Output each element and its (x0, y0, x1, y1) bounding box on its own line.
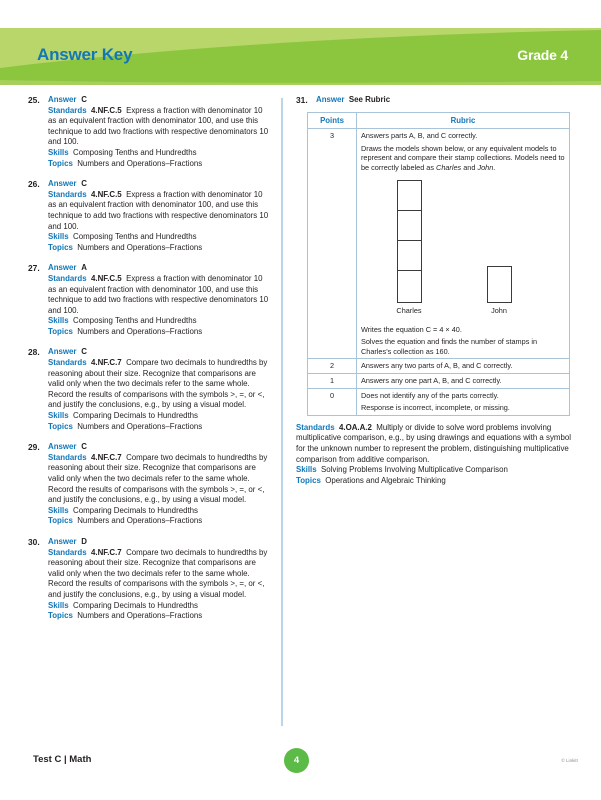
item-number: 26. (28, 179, 40, 190)
standards-label: Standards (48, 189, 87, 199)
standards-row (48, 106, 271, 148)
answer-item (28, 179, 271, 253)
skills-row (48, 506, 271, 517)
skills-row (48, 601, 271, 612)
points-value: 1 (308, 373, 357, 388)
topics-label: Topics (48, 158, 73, 168)
answer-label: Answer (316, 95, 345, 104)
skills-label: Skills (48, 147, 69, 157)
skills-text: Composing Tenths and Hundredths (73, 232, 197, 242)
points-value: 3 (308, 129, 357, 359)
topics-row (48, 611, 271, 622)
skills-text: Composing Tenths and Hundredths (73, 147, 197, 157)
topics-label: Topics (296, 475, 321, 485)
skills-text: Solving Problems Involving Multiplicative Comparison (321, 465, 508, 475)
topics-row (48, 327, 271, 338)
left-column (28, 95, 271, 632)
topics-label: Topics (48, 611, 73, 621)
rubric-line-text: Draws the models shown below, or any equivalent models to represent and compare their stamp collections. Models need to be correctly labeled as (361, 143, 565, 172)
answer-row (48, 347, 271, 358)
skills-row (296, 465, 575, 476)
skills-label: Skills (48, 316, 69, 326)
table-row (308, 388, 570, 415)
skills-row (48, 411, 271, 422)
standards-row (48, 190, 271, 232)
stamp-models-diagram (361, 180, 565, 322)
item-number: 29. (28, 442, 40, 453)
bar-cell (398, 271, 421, 301)
standards-row (296, 423, 575, 465)
answer-label: Answer (48, 95, 77, 104)
answer-row (316, 95, 575, 106)
points-value: 0 (308, 388, 357, 415)
topics-text: Numbers and Operations–Fractions (77, 516, 203, 526)
standard-code: 4.NF.C.5 (90, 273, 122, 283)
skills-row (48, 148, 271, 159)
column-divider (281, 98, 283, 726)
topics-text: Operations and Algebraic Thinking (325, 475, 446, 485)
topics-label: Topics (48, 421, 73, 431)
item-number: 27. (28, 263, 40, 274)
page-footer (0, 740, 601, 800)
topics-row (296, 476, 575, 487)
standard-text: Compare two decimals to hundredths by reasoning about their size. Recognize that comparisons are valid only when the two decimals refer to the same whole. Record the results of comparisons with the symbols >, =, or <, and justify the conclusions, e.g., by using a visual model. (48, 452, 268, 505)
answer-item (296, 95, 575, 106)
rubric-line: Answers any one part A, B, and C correctly. (361, 375, 502, 385)
bar-cell (398, 211, 421, 241)
footer-test-label: Test C | Math (33, 754, 92, 765)
answer-label: Answer (48, 347, 77, 357)
standard-text: Express a fraction with denominator 10 as an equivalent fraction with denominator 100, and use this technique to add two fractions with respective denominators 10 and 100. (48, 105, 269, 147)
page-title: Answer Key (37, 45, 133, 64)
answer-item (28, 537, 271, 622)
skills-row (48, 232, 271, 243)
standards-row (48, 358, 271, 411)
answer-row (48, 179, 271, 190)
answer-label: Answer (48, 536, 77, 546)
model-name-charles: Charles (436, 162, 462, 172)
answer-value: C (81, 179, 87, 189)
topics-row (48, 422, 271, 433)
charles-bar-model (397, 180, 422, 303)
charles-model-label: Charles (396, 305, 422, 315)
skills-label: Skills (296, 465, 317, 475)
standards-row (48, 548, 271, 601)
rubric-line: Answers parts A, B, and C correctly. (361, 131, 478, 141)
standard-code: 4.NF.C.7 (90, 358, 122, 368)
answer-label: Answer (48, 442, 77, 452)
standard-text: Express a fraction with denominator 10 as an equivalent fraction with denominator 100, and use this technique to add two fractions with respective denominators 10 and 100. (48, 273, 269, 315)
topics-text: Numbers and Operations–Fractions (77, 242, 203, 252)
table-row (308, 359, 570, 374)
topics-text: Numbers and Operations–Fractions (77, 611, 203, 621)
standards-label: Standards (48, 452, 87, 462)
answer-label: Answer (48, 263, 77, 273)
rubric-line: Does not identify any of the parts correctly. (361, 390, 499, 400)
skills-label: Skills (48, 505, 69, 515)
skills-row (48, 316, 271, 327)
answer-value: C (81, 347, 87, 357)
answer-value: A (81, 263, 87, 273)
copyright-notice: © Linkit! (561, 758, 578, 763)
skills-label: Skills (48, 411, 69, 421)
page-body (0, 95, 601, 740)
bar-cell (398, 181, 421, 211)
table-row (308, 373, 570, 388)
standards-row (48, 274, 271, 316)
answer-row (48, 263, 271, 274)
model-name-john: John (477, 162, 494, 172)
column-header-points: Points (308, 112, 357, 129)
page-number-badge: 4 (284, 748, 309, 773)
standard-text: Express a fraction with denominator 10 as an equivalent fraction with denominator 100, and use this technique to add two fractions with respective denominators 10 and 100. (48, 189, 269, 231)
topics-text: Numbers and Operations–Fractions (77, 421, 203, 431)
standards-label: Standards (48, 358, 87, 368)
skills-text: Comparing Decimals to Hundredths (73, 411, 199, 421)
topics-row (48, 159, 271, 170)
rubric-line: Response is incorrect, incomplete, or missing. (361, 403, 510, 413)
standards-row (48, 453, 271, 506)
table-row (308, 129, 570, 359)
standard-code: 4.NF.C.5 (90, 105, 122, 115)
standards-label: Standards (48, 547, 87, 557)
topics-label: Topics (48, 326, 73, 336)
standards-label: Standards (48, 273, 87, 283)
john-model-label: John (491, 305, 507, 315)
topics-text: Numbers and Operations–Fractions (77, 158, 203, 168)
standard-code: 4.OA.A.2 (338, 422, 372, 432)
answer-value: D (81, 536, 87, 546)
answer-item (28, 442, 271, 527)
column-header-rubric: Rubric (357, 112, 570, 129)
rubric-line: Answers any two parts of A, B, and C correctly. (361, 361, 513, 371)
john-bar-model (487, 266, 512, 303)
standard-text: Multiply or divide to solve word problems involving multiplicative comparison, e.g., by using drawings and equations with a symbol for the unknown number to represent the problem, distinguishing multiplicative comparison from additive comparison. (296, 422, 571, 464)
rubric-line: Solves the equation and finds the number of stamps in Charles’s collection as 160. (361, 337, 538, 356)
points-value: 2 (308, 359, 357, 374)
standards-block (296, 423, 575, 487)
item-number: 28. (28, 347, 40, 358)
answer-value: C (81, 95, 87, 104)
standard-text: Compare two decimals to hundredths by reasoning about their size. Recognize that comparisons are valid only when the two decimals refer to the same whole. Record the results of comparisons with the symbols >, =, or <, and justify the conclusions, e.g., by using a visual model. (48, 358, 268, 410)
skills-label: Skills (48, 600, 69, 610)
standard-code: 4.NF.C.7 (90, 547, 122, 557)
table-header-row (308, 112, 570, 129)
standard-code: 4.NF.C.7 (90, 452, 122, 462)
skills-text: Composing Tenths and Hundredths (73, 316, 197, 326)
skills-label: Skills (48, 232, 69, 242)
rubric-line-models: Draws the models shown below, or any equivalent models to represent and compare their stamp collections. Models need to be correctly labeled as Charles and John. (361, 143, 565, 172)
answer-value: See Rubric (348, 95, 391, 104)
rubric-cell (357, 129, 570, 359)
answer-row (48, 537, 271, 548)
item-number: 31. (296, 95, 308, 105)
standard-code: 4.NF.C.5 (90, 189, 122, 199)
bar-cell (398, 241, 421, 271)
standards-label: Standards (296, 422, 335, 432)
topics-label: Topics (48, 242, 73, 252)
rubric-line: Writes the equation C = 4 × 40. (361, 324, 462, 334)
item-number: 30. (28, 536, 40, 547)
answer-item (28, 347, 271, 432)
page-header-banner (0, 28, 601, 85)
skills-text: Comparing Decimals to Hundredths (73, 505, 199, 515)
answer-item (28, 263, 271, 337)
standards-label: Standards (48, 105, 87, 115)
item-number: 25. (28, 95, 40, 105)
rubric-cell (357, 359, 570, 374)
topics-row (48, 243, 271, 254)
standard-text: Compare two decimals to hundredths by reasoning about their size. Recognize that comparisons are valid only when the two decimals refer to the same whole. Record the results of comparisons with the symbols >, =, or <, and justify the conclusions, e.g., by using a visual model. (48, 547, 268, 599)
grade-label: Grade 4 (517, 47, 568, 63)
answer-label: Answer (48, 179, 77, 189)
skills-text: Comparing Decimals to Hundredths (73, 600, 199, 610)
answer-row (48, 95, 271, 106)
rubric-cell (357, 373, 570, 388)
answer-row (48, 442, 271, 453)
rubric-cell (357, 388, 570, 415)
topics-row (48, 516, 271, 527)
topics-text: Numbers and Operations–Fractions (77, 326, 203, 336)
right-column (296, 95, 575, 496)
rubric-table (307, 112, 570, 416)
answer-value: C (81, 442, 87, 452)
topics-label: Topics (48, 516, 73, 526)
answer-item (28, 95, 271, 169)
